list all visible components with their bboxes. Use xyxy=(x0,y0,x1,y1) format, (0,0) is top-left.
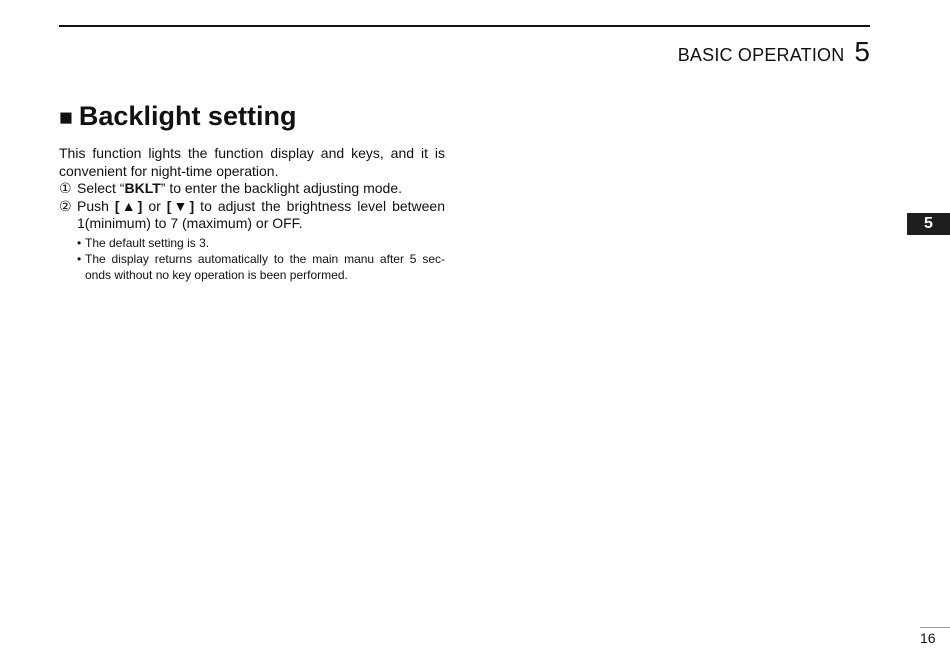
header-rule xyxy=(59,25,870,27)
step-2 xyxy=(59,198,445,233)
step-2-or: or xyxy=(142,197,167,214)
step-1-text-after: ” to enter the backlight adjusting mode. xyxy=(160,180,403,196)
intro-paragraph: This function lights the function display and keys, and it is convenient for night-time operation. xyxy=(59,145,445,179)
page-heading xyxy=(59,101,296,132)
bullet-icon: • xyxy=(77,251,82,266)
step-2-text-after: to adjust the brightness level between 1(minimum) to 7 (maximum) or OFF. xyxy=(77,197,445,231)
square-bullet-icon: ■ xyxy=(59,104,73,130)
page-number: 16 xyxy=(920,630,936,646)
heading-text: Backlight setting xyxy=(78,101,297,131)
step-2-text-before: Push xyxy=(77,197,115,214)
down-key-label: [▼] xyxy=(166,197,195,214)
note-text: The display returns automatically to the main manu after 5 sec-onds without no key operation is been performed. xyxy=(85,251,445,282)
up-key-label: [▲] xyxy=(114,197,143,214)
bullet-icon: • xyxy=(77,235,82,250)
step-1 xyxy=(59,180,445,198)
section-tab xyxy=(907,213,950,235)
note-text: The default setting is 3. xyxy=(85,235,210,250)
section-tab-label: 5 xyxy=(924,215,933,232)
footer-rule xyxy=(920,627,950,628)
section-title: BASIC OPERATION xyxy=(677,45,845,65)
note-default-setting xyxy=(59,235,445,251)
bklt-item-name: BKLT xyxy=(124,180,161,196)
section-header xyxy=(678,36,870,68)
note-auto-return xyxy=(59,251,445,283)
step-number-1: ① xyxy=(59,180,72,196)
step-1-text-before: Select “ xyxy=(77,180,125,196)
content-column xyxy=(59,145,445,283)
section-number: 5 xyxy=(854,36,870,67)
step-number-2: ② xyxy=(59,197,72,214)
